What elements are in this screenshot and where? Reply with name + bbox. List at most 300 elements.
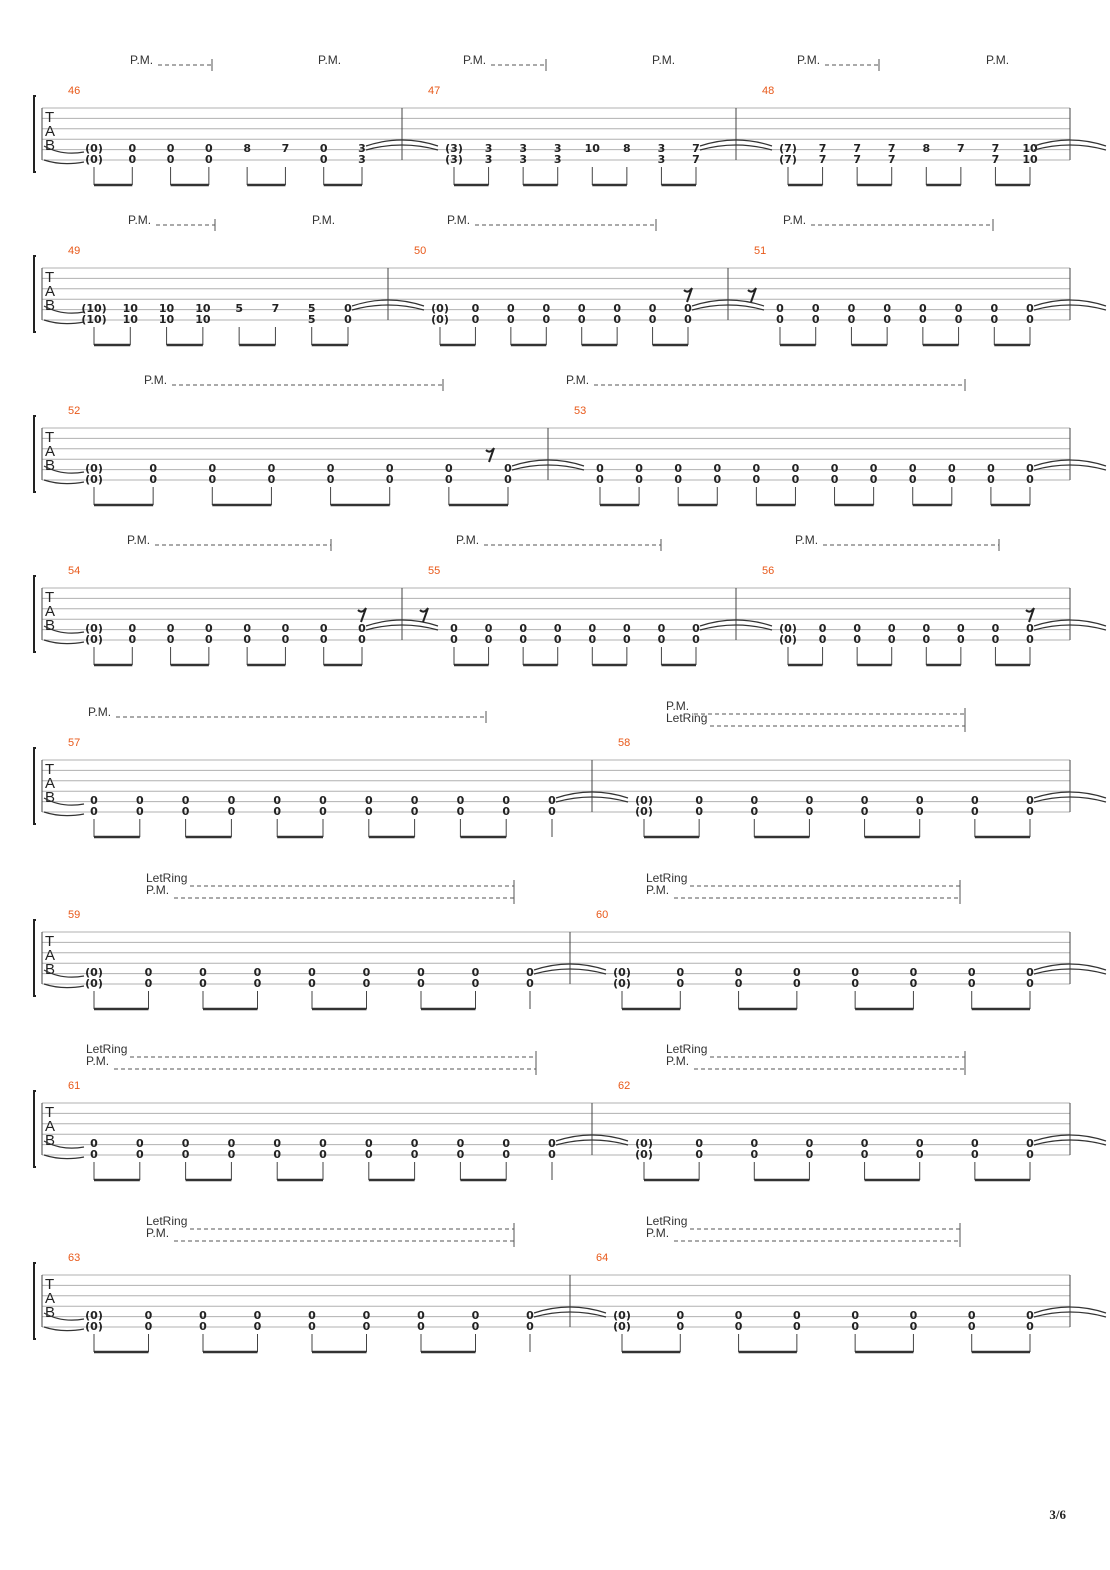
fret-number: 0 <box>385 473 394 486</box>
fret-number: 0 <box>364 1137 373 1150</box>
fret-number: 7 <box>991 142 1000 155</box>
fret-number: (0) <box>635 1148 653 1161</box>
fret-number: 0 <box>1026 966 1034 979</box>
tab-clef-letter: B <box>45 789 56 806</box>
fret-number: 0 <box>90 805 98 818</box>
fret-number: 0 <box>319 622 328 635</box>
fret-number: 0 <box>915 805 924 818</box>
tab-clef-letter: A <box>45 775 56 792</box>
fret-number: 0 <box>919 313 927 326</box>
fret-number: 0 <box>456 805 465 818</box>
let-ring-label: LetRing <box>146 871 188 885</box>
fret-number: 0 <box>1026 805 1034 818</box>
fret-number: 0 <box>818 622 827 635</box>
measure-number: 50 <box>414 245 427 257</box>
fret-number: 0 <box>205 633 213 646</box>
tab-clef-letter: B <box>45 457 56 474</box>
palm-mute-label: P.M. <box>666 1054 690 1068</box>
fret-number: 0 <box>967 977 976 990</box>
fret-number: 0 <box>1026 622 1034 635</box>
fret-number: 0 <box>243 622 251 635</box>
fret-number: 0 <box>967 966 976 979</box>
fret-number: 0 <box>734 966 743 979</box>
fret-number: 0 <box>362 966 371 979</box>
palm-mute-label: P.M. <box>456 533 480 547</box>
fret-number: 0 <box>991 633 1000 646</box>
fret-number: 0 <box>502 1148 511 1161</box>
fret-number: 0 <box>504 473 512 486</box>
palm-mute-label: P.M. <box>130 53 154 67</box>
fret-number: 0 <box>915 1137 924 1150</box>
measure-number: 54 <box>68 565 81 577</box>
fret-number: 0 <box>417 1320 425 1333</box>
fret-number: 0 <box>471 313 480 326</box>
tab-system-8 <box>34 1214 1106 1352</box>
fret-number: 0 <box>635 462 643 475</box>
fret-number: 0 <box>308 977 316 990</box>
fret-number: 0 <box>793 977 801 990</box>
fret-number: 7 <box>991 153 1000 166</box>
measure-number: 59 <box>68 909 81 921</box>
palm-mute-label: P.M. <box>646 883 670 897</box>
eighth-rest <box>1026 608 1034 622</box>
fret-number: 0 <box>971 794 979 807</box>
fret-number: 0 <box>456 1137 465 1150</box>
fret-number: 0 <box>471 302 480 315</box>
fret-number: 0 <box>319 1137 327 1150</box>
fret-number: 0 <box>613 302 621 315</box>
fret-number: 0 <box>577 313 586 326</box>
palm-mute-label: P.M. <box>146 1226 170 1240</box>
fret-number: 0 <box>166 153 175 166</box>
fret-number: 0 <box>553 622 562 635</box>
fret-number: 0 <box>205 622 213 635</box>
system-bracket <box>34 416 36 492</box>
tab-system-7 <box>34 1042 1106 1180</box>
fret-number: 3 <box>657 153 666 166</box>
fret-number: 0 <box>205 153 213 166</box>
fret-number: 0 <box>471 977 480 990</box>
fret-number: 0 <box>205 142 213 155</box>
measure-number: 57 <box>68 737 81 749</box>
fret-number: 0 <box>1026 1309 1034 1322</box>
fret-number: (0) <box>85 142 103 155</box>
measure-number: 48 <box>762 85 775 97</box>
fret-number: 0 <box>358 633 366 646</box>
fret-number: 0 <box>676 1309 685 1322</box>
fret-number: (3) <box>445 142 463 155</box>
fret-number: 0 <box>445 473 453 486</box>
fret-number: 0 <box>990 302 999 315</box>
fret-number: 0 <box>805 805 814 818</box>
fret-number: (0) <box>635 794 653 807</box>
fret-number: 7 <box>853 142 861 155</box>
fret-number: 10 <box>122 302 138 315</box>
tie-arc <box>44 1327 84 1331</box>
fret-number: 0 <box>135 805 144 818</box>
fret-number: 0 <box>319 1148 327 1161</box>
system-bracket <box>34 256 36 332</box>
fret-number: 0 <box>971 805 979 818</box>
fret-number: 0 <box>308 1309 316 1322</box>
fret-number: 0 <box>144 977 153 990</box>
fret-number: 0 <box>90 1137 98 1150</box>
system-bracket <box>34 1091 36 1167</box>
fret-number: 0 <box>887 622 896 635</box>
fret-number: 0 <box>450 622 458 635</box>
fret-number: 0 <box>830 473 839 486</box>
fret-number: 0 <box>1026 977 1034 990</box>
tab-system-3 <box>34 373 1106 505</box>
tie-arc <box>44 1155 84 1159</box>
fret-number: 0 <box>909 1309 918 1322</box>
fret-number: 0 <box>471 1320 480 1333</box>
tab-system-6 <box>34 871 1106 1009</box>
fret-number: 0 <box>90 1148 98 1161</box>
fret-number: 0 <box>273 1148 282 1161</box>
fret-number: 0 <box>860 805 869 818</box>
fret-number: 0 <box>181 1148 190 1161</box>
fret-number: 8 <box>922 142 931 155</box>
fret-number: 0 <box>1026 1320 1034 1333</box>
eighth-rest <box>420 608 428 622</box>
tab-clef-letter: A <box>45 123 56 140</box>
fret-number: 0 <box>847 313 856 326</box>
fret-number: 0 <box>967 1320 976 1333</box>
fret-number: 0 <box>519 633 527 646</box>
fret-number: 0 <box>526 1320 534 1333</box>
fret-number: 0 <box>417 977 425 990</box>
fret-number: 0 <box>410 794 419 807</box>
fret-number: 0 <box>308 1320 316 1333</box>
fret-number: 0 <box>548 1148 556 1161</box>
page-number: 3/6 <box>1049 1507 1066 1522</box>
fret-number: 0 <box>851 977 859 990</box>
fret-number: 0 <box>752 473 761 486</box>
fret-number: 0 <box>1026 794 1034 807</box>
fret-number: 0 <box>410 1137 419 1150</box>
fret-number: 0 <box>805 1137 814 1150</box>
fret-number: 0 <box>851 966 859 979</box>
fret-number: 0 <box>919 302 927 315</box>
measure-number: 60 <box>596 909 609 921</box>
fret-number: 0 <box>149 473 157 486</box>
fret-number: 0 <box>417 1309 425 1322</box>
palm-mute-label: P.M. <box>146 883 170 897</box>
fret-number: 0 <box>791 473 800 486</box>
eighth-rest <box>684 288 692 302</box>
fret-number: (10) <box>81 313 107 326</box>
measure-number: 53 <box>574 405 587 417</box>
fret-number: 0 <box>692 633 700 646</box>
fret-number: 0 <box>227 1148 236 1161</box>
palm-mute-label: P.M. <box>463 53 487 67</box>
fret-number: 0 <box>805 1148 814 1161</box>
measure-number: 64 <box>596 1252 609 1264</box>
fret-number: 0 <box>692 622 700 635</box>
fret-number: 0 <box>676 966 685 979</box>
fret-number: 8 <box>623 142 631 155</box>
fret-number: 0 <box>364 794 373 807</box>
fret-number: (0) <box>613 1320 631 1333</box>
measure-number: 49 <box>68 245 81 257</box>
fret-number: 0 <box>319 794 327 807</box>
fret-number: 0 <box>987 473 995 486</box>
fret-number: 0 <box>1026 1148 1034 1161</box>
fret-number: 0 <box>364 1148 373 1161</box>
palm-mute-label: P.M. <box>783 213 807 227</box>
fret-number: 3 <box>519 142 527 155</box>
fret-number: 0 <box>128 633 137 646</box>
fret-number: 0 <box>502 805 511 818</box>
fret-number: 0 <box>144 1309 153 1322</box>
fret-number: (0) <box>613 966 631 979</box>
measure-number: 58 <box>618 737 631 749</box>
fret-number: 0 <box>909 966 918 979</box>
fret-number: 0 <box>883 313 891 326</box>
fret-number: 0 <box>750 1148 759 1161</box>
fret-number: 0 <box>635 473 643 486</box>
fret-number: 0 <box>308 966 316 979</box>
fret-number: 0 <box>227 805 236 818</box>
fret-number: (0) <box>613 1309 631 1322</box>
tab-clef-letter: B <box>45 297 56 314</box>
tab-clef-letter: A <box>45 443 56 460</box>
palm-mute-label: P.M. <box>566 373 590 387</box>
fret-number: 0 <box>887 633 896 646</box>
fret-number: 0 <box>166 142 175 155</box>
fret-number: 0 <box>695 805 703 818</box>
fret-number: 0 <box>410 805 419 818</box>
fret-number: 0 <box>273 794 282 807</box>
fret-number: 0 <box>695 1137 703 1150</box>
fret-number: 0 <box>243 633 251 646</box>
fret-number: 0 <box>752 462 761 475</box>
fret-number: 0 <box>410 1148 419 1161</box>
measure-number: 61 <box>68 1080 81 1092</box>
fret-number: 0 <box>144 966 153 979</box>
let-ring-label: LetRing <box>646 1214 688 1228</box>
measure-number: 63 <box>68 1252 81 1264</box>
fret-number: 0 <box>750 805 759 818</box>
tab-clef-letter: A <box>45 1290 56 1307</box>
fret-number: 5 <box>307 313 316 326</box>
fret-number: 0 <box>166 622 175 635</box>
fret-number: 0 <box>734 1320 743 1333</box>
fret-number: 0 <box>791 462 800 475</box>
fret-number: 0 <box>253 1309 262 1322</box>
eighth-rest <box>486 448 494 462</box>
fret-number: (0) <box>779 633 797 646</box>
fret-number: 0 <box>281 622 290 635</box>
fret-number: (7) <box>779 153 797 166</box>
fret-number: 0 <box>909 977 918 990</box>
fret-number: 0 <box>684 313 692 326</box>
tab-clef-letter: T <box>45 761 55 778</box>
fret-number: 0 <box>922 633 931 646</box>
fret-number: (0) <box>85 633 103 646</box>
palm-mute-label: P.M. <box>652 53 676 67</box>
fret-number: 0 <box>869 462 878 475</box>
fret-number: 0 <box>776 313 784 326</box>
tab-clef-letter: A <box>45 1118 56 1135</box>
fret-number: 7 <box>887 142 896 155</box>
fret-number: 3 <box>519 153 527 166</box>
fret-number: (0) <box>85 622 103 635</box>
fret-number: 0 <box>358 622 366 635</box>
system-bracket <box>34 1263 36 1339</box>
fret-number: 0 <box>267 462 276 475</box>
fret-number: 10 <box>1022 153 1038 166</box>
fret-number: 0 <box>128 153 137 166</box>
measure-number: 52 <box>68 405 81 417</box>
fret-number: 0 <box>502 1137 511 1150</box>
fret-number: (0) <box>635 805 653 818</box>
fret-number: 3 <box>484 142 493 155</box>
fret-number: 0 <box>805 794 814 807</box>
measure-number: 51 <box>754 245 767 257</box>
fret-number: (0) <box>613 977 631 990</box>
fret-number: 0 <box>695 794 703 807</box>
fret-number: 7 <box>692 142 700 155</box>
tie-arc <box>44 984 84 988</box>
fret-number: 5 <box>307 302 316 315</box>
fret-number: 0 <box>674 473 683 486</box>
fret-number: 0 <box>811 313 820 326</box>
fret-number: 7 <box>957 142 965 155</box>
fret-number: 0 <box>166 633 175 646</box>
fret-number: 0 <box>273 1137 282 1150</box>
system-bracket <box>34 920 36 996</box>
fret-number: 0 <box>909 1320 918 1333</box>
fret-number: 0 <box>648 302 657 315</box>
fret-number: 0 <box>362 1320 371 1333</box>
fret-number: (0) <box>85 1309 103 1322</box>
fret-number: 0 <box>526 966 534 979</box>
tie-arc <box>44 320 84 324</box>
let-ring-label: LetRing <box>666 711 708 725</box>
palm-mute-label: P.M. <box>318 53 342 67</box>
fret-number: 0 <box>713 473 722 486</box>
system-bracket <box>34 576 36 652</box>
tab-system-2 <box>34 213 1106 345</box>
fret-number: 0 <box>947 473 956 486</box>
tie-arc <box>44 812 84 816</box>
fret-number: 0 <box>364 805 373 818</box>
fret-number: 0 <box>456 1148 465 1161</box>
fret-number: (3) <box>445 153 463 166</box>
fret-number: 0 <box>326 462 335 475</box>
fret-number: 0 <box>542 313 551 326</box>
fret-number: 10 <box>584 142 600 155</box>
fret-number: 0 <box>915 794 924 807</box>
fret-number: 0 <box>577 302 586 315</box>
fret-number: (0) <box>431 302 449 315</box>
fret-number: 0 <box>471 1309 480 1322</box>
tab-clef-letter: T <box>45 269 55 286</box>
fret-number: 0 <box>208 462 217 475</box>
fret-number: 0 <box>227 1137 236 1150</box>
fret-number: 0 <box>596 462 604 475</box>
fret-number: 0 <box>1026 313 1034 326</box>
fret-number: 0 <box>319 805 327 818</box>
fret-number: 0 <box>750 794 759 807</box>
fret-number: 0 <box>344 302 352 315</box>
eighth-rest <box>748 288 756 302</box>
fret-number: 0 <box>957 622 965 635</box>
fret-number: 0 <box>990 313 999 326</box>
fret-number: (10) <box>81 302 107 315</box>
tab-clef-letter: T <box>45 1104 55 1121</box>
tab-clef-letter: B <box>45 617 56 634</box>
fret-number: 0 <box>227 794 236 807</box>
fret-number: 0 <box>135 794 144 807</box>
palm-mute-label: P.M. <box>797 53 821 67</box>
fret-number: 0 <box>818 633 827 646</box>
fret-number: 0 <box>883 302 891 315</box>
fret-number: 0 <box>208 473 217 486</box>
fret-number: 0 <box>553 633 562 646</box>
fret-number: 7 <box>271 302 280 315</box>
fret-number: 10 <box>158 313 175 326</box>
fret-number: (7) <box>779 142 797 155</box>
fret-number: 0 <box>987 462 995 475</box>
fret-number: 0 <box>853 633 861 646</box>
fret-number: 0 <box>128 142 137 155</box>
fret-number: (0) <box>85 153 103 166</box>
tab-clef-letter: A <box>45 283 56 300</box>
fret-number: 0 <box>526 977 534 990</box>
fret-number: 0 <box>199 966 207 979</box>
measure-number: 56 <box>762 565 775 577</box>
fret-number: 0 <box>1026 473 1034 486</box>
fret-number: 10 <box>158 302 175 315</box>
fret-number: (0) <box>85 473 103 486</box>
fret-number: 0 <box>319 153 328 166</box>
measure-number: 47 <box>428 85 441 97</box>
palm-mute-label: P.M. <box>447 213 471 227</box>
fret-number: 0 <box>657 633 666 646</box>
fret-number: 0 <box>417 966 425 979</box>
palm-mute-label: P.M. <box>795 533 819 547</box>
fret-number: 0 <box>319 633 328 646</box>
fret-number: 0 <box>811 302 820 315</box>
fret-number: 0 <box>385 462 394 475</box>
fret-number: 0 <box>947 462 956 475</box>
tab-clef-letter: T <box>45 429 55 446</box>
fret-number: 0 <box>648 313 657 326</box>
fret-number: 0 <box>776 302 784 315</box>
measure-number: 62 <box>618 1080 631 1092</box>
palm-mute-label: P.M. <box>144 373 168 387</box>
fret-number: 0 <box>830 462 839 475</box>
fret-number: 0 <box>484 633 493 646</box>
fret-number: 0 <box>971 1137 979 1150</box>
fret-number: 0 <box>674 462 683 475</box>
fret-number: 0 <box>853 622 861 635</box>
fret-number: 0 <box>548 1137 556 1150</box>
fret-number: 0 <box>149 462 157 475</box>
tab-clef-letter: T <box>45 109 55 126</box>
tie-arc <box>44 160 84 164</box>
fret-number: 0 <box>548 794 556 807</box>
fret-number: 0 <box>860 1137 869 1150</box>
fret-number: 0 <box>144 1320 153 1333</box>
fret-number: 0 <box>847 302 856 315</box>
fret-number: 0 <box>281 633 290 646</box>
fret-number: (0) <box>85 1320 103 1333</box>
fret-number: (0) <box>431 313 449 326</box>
